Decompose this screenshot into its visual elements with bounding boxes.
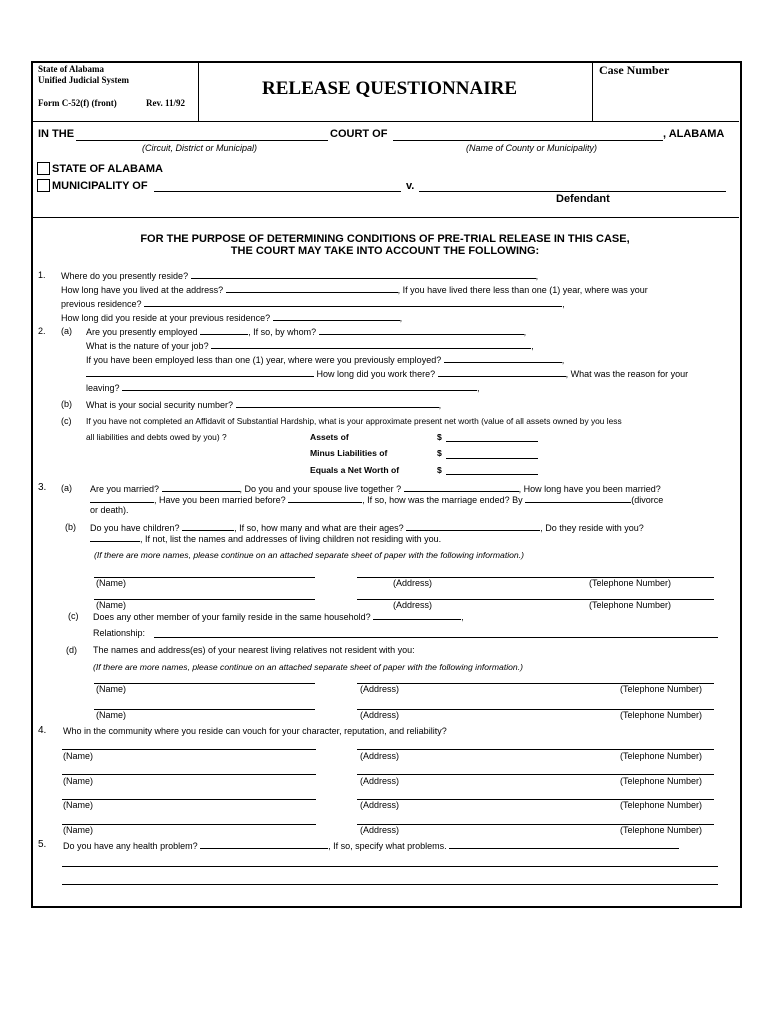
intro-line-2: THE COURT MAY TAKE INTO ACCOUNT THE FOLLOWING: xyxy=(230,245,540,257)
q5-specify-label: , If so, specify what problems. xyxy=(328,841,447,851)
q5-problems-line-2[interactable] xyxy=(62,884,718,885)
q3b-children-field[interactable] xyxy=(182,522,234,531)
q3b-children-label: Do you have children? xyxy=(90,523,180,533)
reference4-address-label: (Address) xyxy=(360,825,400,835)
q2a-prev-emp-label: If you have been employed less than one (1) year, where were you previously employed? xyxy=(86,355,442,365)
q1-previous-label: previous residence? xyxy=(61,299,142,309)
q3a-before-field[interactable] xyxy=(288,494,362,503)
q2a-prev-employer-field[interactable] xyxy=(86,368,314,377)
q3a-before-row xyxy=(90,494,663,505)
q2a-leaving-field[interactable] xyxy=(122,382,477,391)
q2b-ssn-row: What is your social security number? , xyxy=(86,400,442,410)
versus-label: v. xyxy=(406,180,415,192)
q1-previous-row: previous residence? , xyxy=(61,299,565,309)
relative1-name-label: (Name) xyxy=(96,684,127,694)
assets-label: Assets of xyxy=(310,432,349,442)
q1-number: 1. xyxy=(38,270,46,280)
q3b-more-names-note: (If there are more names, please continue on an attached separate sheet of paper with the following information.) xyxy=(94,550,524,560)
reference2-name-field[interactable] xyxy=(62,774,316,775)
q1-prev-long-row: How long did you reside at your previous residence? , xyxy=(61,313,403,323)
court-type-field[interactable] xyxy=(76,140,328,141)
case-number-field[interactable] xyxy=(594,80,736,118)
case-number-label: Case Number xyxy=(599,63,670,77)
child2-address-label: (Address) xyxy=(393,600,433,610)
q1-prev-long-field[interactable] xyxy=(273,312,400,321)
q2a-by-whom-label: , If so, by whom? xyxy=(248,327,317,337)
child2-name-label: (Name) xyxy=(96,600,127,610)
reference1-name-label: (Name) xyxy=(63,751,94,761)
q2a-nature-label: What is the nature of your job? xyxy=(86,341,209,351)
system-label: Unified Judicial System xyxy=(38,75,130,85)
reference1-address-label: (Address) xyxy=(360,751,400,761)
q3b-ages-field[interactable] xyxy=(406,522,540,531)
court-bottom-rule xyxy=(32,217,739,218)
reference3-address-label: (Address) xyxy=(360,800,400,810)
form-number: Form C-52(f) (front) xyxy=(38,98,117,108)
q5-specify-field[interactable] xyxy=(449,840,679,849)
q4-number: 4. xyxy=(38,725,47,736)
q3a-how-ended-field[interactable] xyxy=(525,494,631,503)
q2a-nature-row: What is the nature of your job? , xyxy=(86,341,534,351)
reference3-phone-label: (Telephone Number) xyxy=(620,800,703,810)
q2a-letter: (a) xyxy=(61,326,72,336)
q3d-letter: (d) xyxy=(66,645,77,655)
q1-reside-field[interactable] xyxy=(191,270,536,279)
q3c-family-row: Does any other member of your family reside in the same household? , xyxy=(93,612,464,622)
q3b-children-row xyxy=(90,522,644,533)
reference4-name-label: (Name) xyxy=(63,825,94,835)
reference3-name-label: (Name) xyxy=(63,800,94,810)
reference1-address-field[interactable] xyxy=(357,749,714,750)
q2a-nature-field[interactable] xyxy=(211,340,531,349)
reference2-name-label: (Name) xyxy=(63,776,94,786)
circuit-hint: (Circuit, District or Municipal) xyxy=(142,143,258,153)
q5-health-field[interactable] xyxy=(200,840,328,849)
reference1-phone-label: (Telephone Number) xyxy=(620,751,703,761)
q3a-or-death-label: or death). xyxy=(90,505,129,515)
reference2-address-field[interactable] xyxy=(357,774,714,775)
relative2-phone-label: (Telephone Number) xyxy=(620,710,703,720)
q1-less-than-label: , If you have lived there less than one (1) year, where was your xyxy=(397,285,648,295)
q3a-live-together-field[interactable] xyxy=(404,483,519,492)
q2c-affidavit-label: If you have not completed an Affidavit of Substantial Hardship, what is your approximate present net worth (value of all assets owned by you less xyxy=(86,416,622,426)
q3c-relationship-field[interactable] xyxy=(154,637,718,638)
q2b-ssn-label: What is your social security number? xyxy=(86,400,234,410)
q3a-married-row xyxy=(90,483,661,494)
q5-health-row xyxy=(63,840,679,851)
q2a-prev-emp-field[interactable] xyxy=(444,354,562,363)
reference1-name-field[interactable] xyxy=(62,749,316,750)
defendant-label: Defendant xyxy=(556,193,610,205)
defendant-field[interactable] xyxy=(419,191,726,192)
q3c-letter: (c) xyxy=(68,611,79,621)
child1-phone-label: (Telephone Number) xyxy=(589,578,672,588)
q2c-liabilities-label: all liabilities and debts owed by you) ? xyxy=(86,432,227,442)
intro-line-1: FOR THE PURPOSE OF DETERMINING CONDITIONS OF PRE-TRIAL RELEASE IN THIS CASE, xyxy=(140,233,630,245)
q2a-employer-field[interactable] xyxy=(319,326,524,335)
q1-how-long-field[interactable] xyxy=(226,284,398,293)
q3a-before-label: , Have you been married before? xyxy=(154,495,286,505)
q3a-letter: (a) xyxy=(61,483,72,493)
child2-phone-label: (Telephone Number) xyxy=(589,600,672,610)
state-option-label: STATE OF ALABAMA xyxy=(52,163,164,175)
reference2-phone-label: (Telephone Number) xyxy=(620,776,703,786)
q3a-how-ended-label: , If so, how was the marriage ended? By xyxy=(362,495,523,505)
q2a-leaving-label: leaving? xyxy=(86,383,120,393)
relative2-name-label: (Name) xyxy=(96,710,127,720)
q3a-how-long-label: , How long have you been married? xyxy=(518,484,661,494)
q5-problems-line-1[interactable] xyxy=(62,866,718,867)
relative1-address-label: (Address) xyxy=(360,684,400,694)
q1-how-long-row xyxy=(61,284,648,295)
minus-liabilities-label: Minus Liabilities of xyxy=(310,448,388,458)
alabama-label: , ALABAMA xyxy=(663,128,725,140)
q5-number: 5. xyxy=(38,839,47,850)
q2a-reason-label: , What was the reason for your xyxy=(565,369,689,379)
q2c-letter: (c) xyxy=(61,416,72,426)
q1-how-long-label: How long have you lived at the address? xyxy=(61,285,224,295)
q1-reside-label: Where do you presently reside? xyxy=(61,271,189,281)
municipality-field[interactable] xyxy=(154,191,401,192)
court-of-label: COURT OF xyxy=(330,128,388,140)
state-of-alabama-checkbox[interactable] xyxy=(37,162,50,175)
q3b-letter: (b) xyxy=(65,522,76,532)
q2b-letter: (b) xyxy=(61,399,72,409)
liabilities-dollar: $ xyxy=(437,448,442,458)
q2a-leaving-row: leaving? , xyxy=(86,383,480,393)
q1-reside-row: Where do you presently reside? , xyxy=(61,271,539,281)
relative1-phone-label: (Telephone Number) xyxy=(620,684,703,694)
header-bottom-rule xyxy=(32,121,739,122)
q1-previous-field[interactable] xyxy=(144,298,562,307)
q2a-how-long-work-label: How long did you work there? xyxy=(316,369,436,379)
q3b-ages-label: , If so, how many and what are their ages? xyxy=(234,523,404,533)
municipality-option-label: MUNICIPALITY OF xyxy=(52,180,148,192)
q3a-married-field[interactable] xyxy=(162,483,240,492)
q3-number: 3. xyxy=(38,482,47,493)
county-field[interactable] xyxy=(393,140,663,141)
q3d-more-names-note: (If there are more names, please continue on an attached separate sheet of paper with the following information.) xyxy=(93,662,523,672)
q3b-reside-with-label: , Do they reside with you? xyxy=(540,523,644,533)
net-worth-label: Equals a Net Worth of xyxy=(310,465,400,475)
net-worth-dollar: $ xyxy=(437,465,442,475)
q3a-married-label: Are you married? xyxy=(90,484,160,494)
q3a-divorce-label: (divorce xyxy=(631,495,664,505)
liabilities-field[interactable] xyxy=(446,458,538,459)
q3d-nearest-label: The names and address(es) of your nearest living relatives not resident with you: xyxy=(93,645,415,655)
assets-field[interactable] xyxy=(446,441,538,442)
q2a-employed-field[interactable] xyxy=(200,326,248,335)
child1-name-label: (Name) xyxy=(96,578,127,588)
child1-name-field[interactable] xyxy=(94,577,315,578)
q2a-prev-emp-row: If you have been employed less than one (1) year, where were you previously employed? , xyxy=(86,355,565,365)
q3b-if-not-row xyxy=(90,533,441,544)
state-label: State of Alabama xyxy=(38,64,104,74)
reference2-address-label: (Address) xyxy=(360,776,400,786)
header-divider-right xyxy=(592,62,593,121)
q2a-employed-label: Are you presently employed xyxy=(86,327,198,337)
reference4-name-field[interactable] xyxy=(62,824,316,825)
q2a-how-long-work-field[interactable] xyxy=(438,368,566,377)
relative1-name-field[interactable] xyxy=(94,683,315,684)
q3c-family-field[interactable] xyxy=(373,611,461,620)
assets-dollar: $ xyxy=(437,432,442,442)
q3a-how-long-field[interactable] xyxy=(90,494,154,503)
child2-name-field[interactable] xyxy=(94,599,315,600)
municipality-checkbox[interactable] xyxy=(37,179,50,192)
q4-vouch-label: Who in the community where you reside can vouch for your character, reputation, and reliability? xyxy=(63,726,447,736)
net-worth-field[interactable] xyxy=(446,474,538,475)
q3c-family-label: Does any other member of your family reside in the same household? xyxy=(93,612,371,622)
reference4-phone-label: (Telephone Number) xyxy=(620,825,703,835)
form-title: RELEASE QUESTIONNAIRE xyxy=(262,78,517,99)
q3c-relationship-label: Relationship: xyxy=(93,628,146,638)
q5-health-label: Do you have any health problem? xyxy=(63,841,198,851)
in-the-label: IN THE xyxy=(38,128,75,140)
q3a-live-together-label: , Do you and your spouse live together ? xyxy=(239,484,402,494)
q2a-employed-row: Are you presently employed , If so, by whom? , xyxy=(86,327,527,337)
relative2-name-field[interactable] xyxy=(94,709,315,710)
relative2-address-label: (Address) xyxy=(360,710,400,720)
q1-prev-long-label: How long did you reside at your previous residence? xyxy=(61,313,271,323)
q2-number: 2. xyxy=(38,326,46,336)
q2a-work-row xyxy=(86,368,688,379)
q3b-reside-with-field[interactable] xyxy=(90,533,140,542)
q2b-ssn-field[interactable] xyxy=(236,399,439,408)
reference3-name-field[interactable] xyxy=(62,799,316,800)
county-hint: (Name of County or Municipality) xyxy=(466,143,598,153)
child1-address-label: (Address) xyxy=(393,578,433,588)
revision: Rev. 11/92 xyxy=(146,98,186,108)
header-divider-left xyxy=(198,62,199,121)
q3b-if-not-label: , If not, list the names and addresses of living children not residing with you. xyxy=(140,534,442,544)
